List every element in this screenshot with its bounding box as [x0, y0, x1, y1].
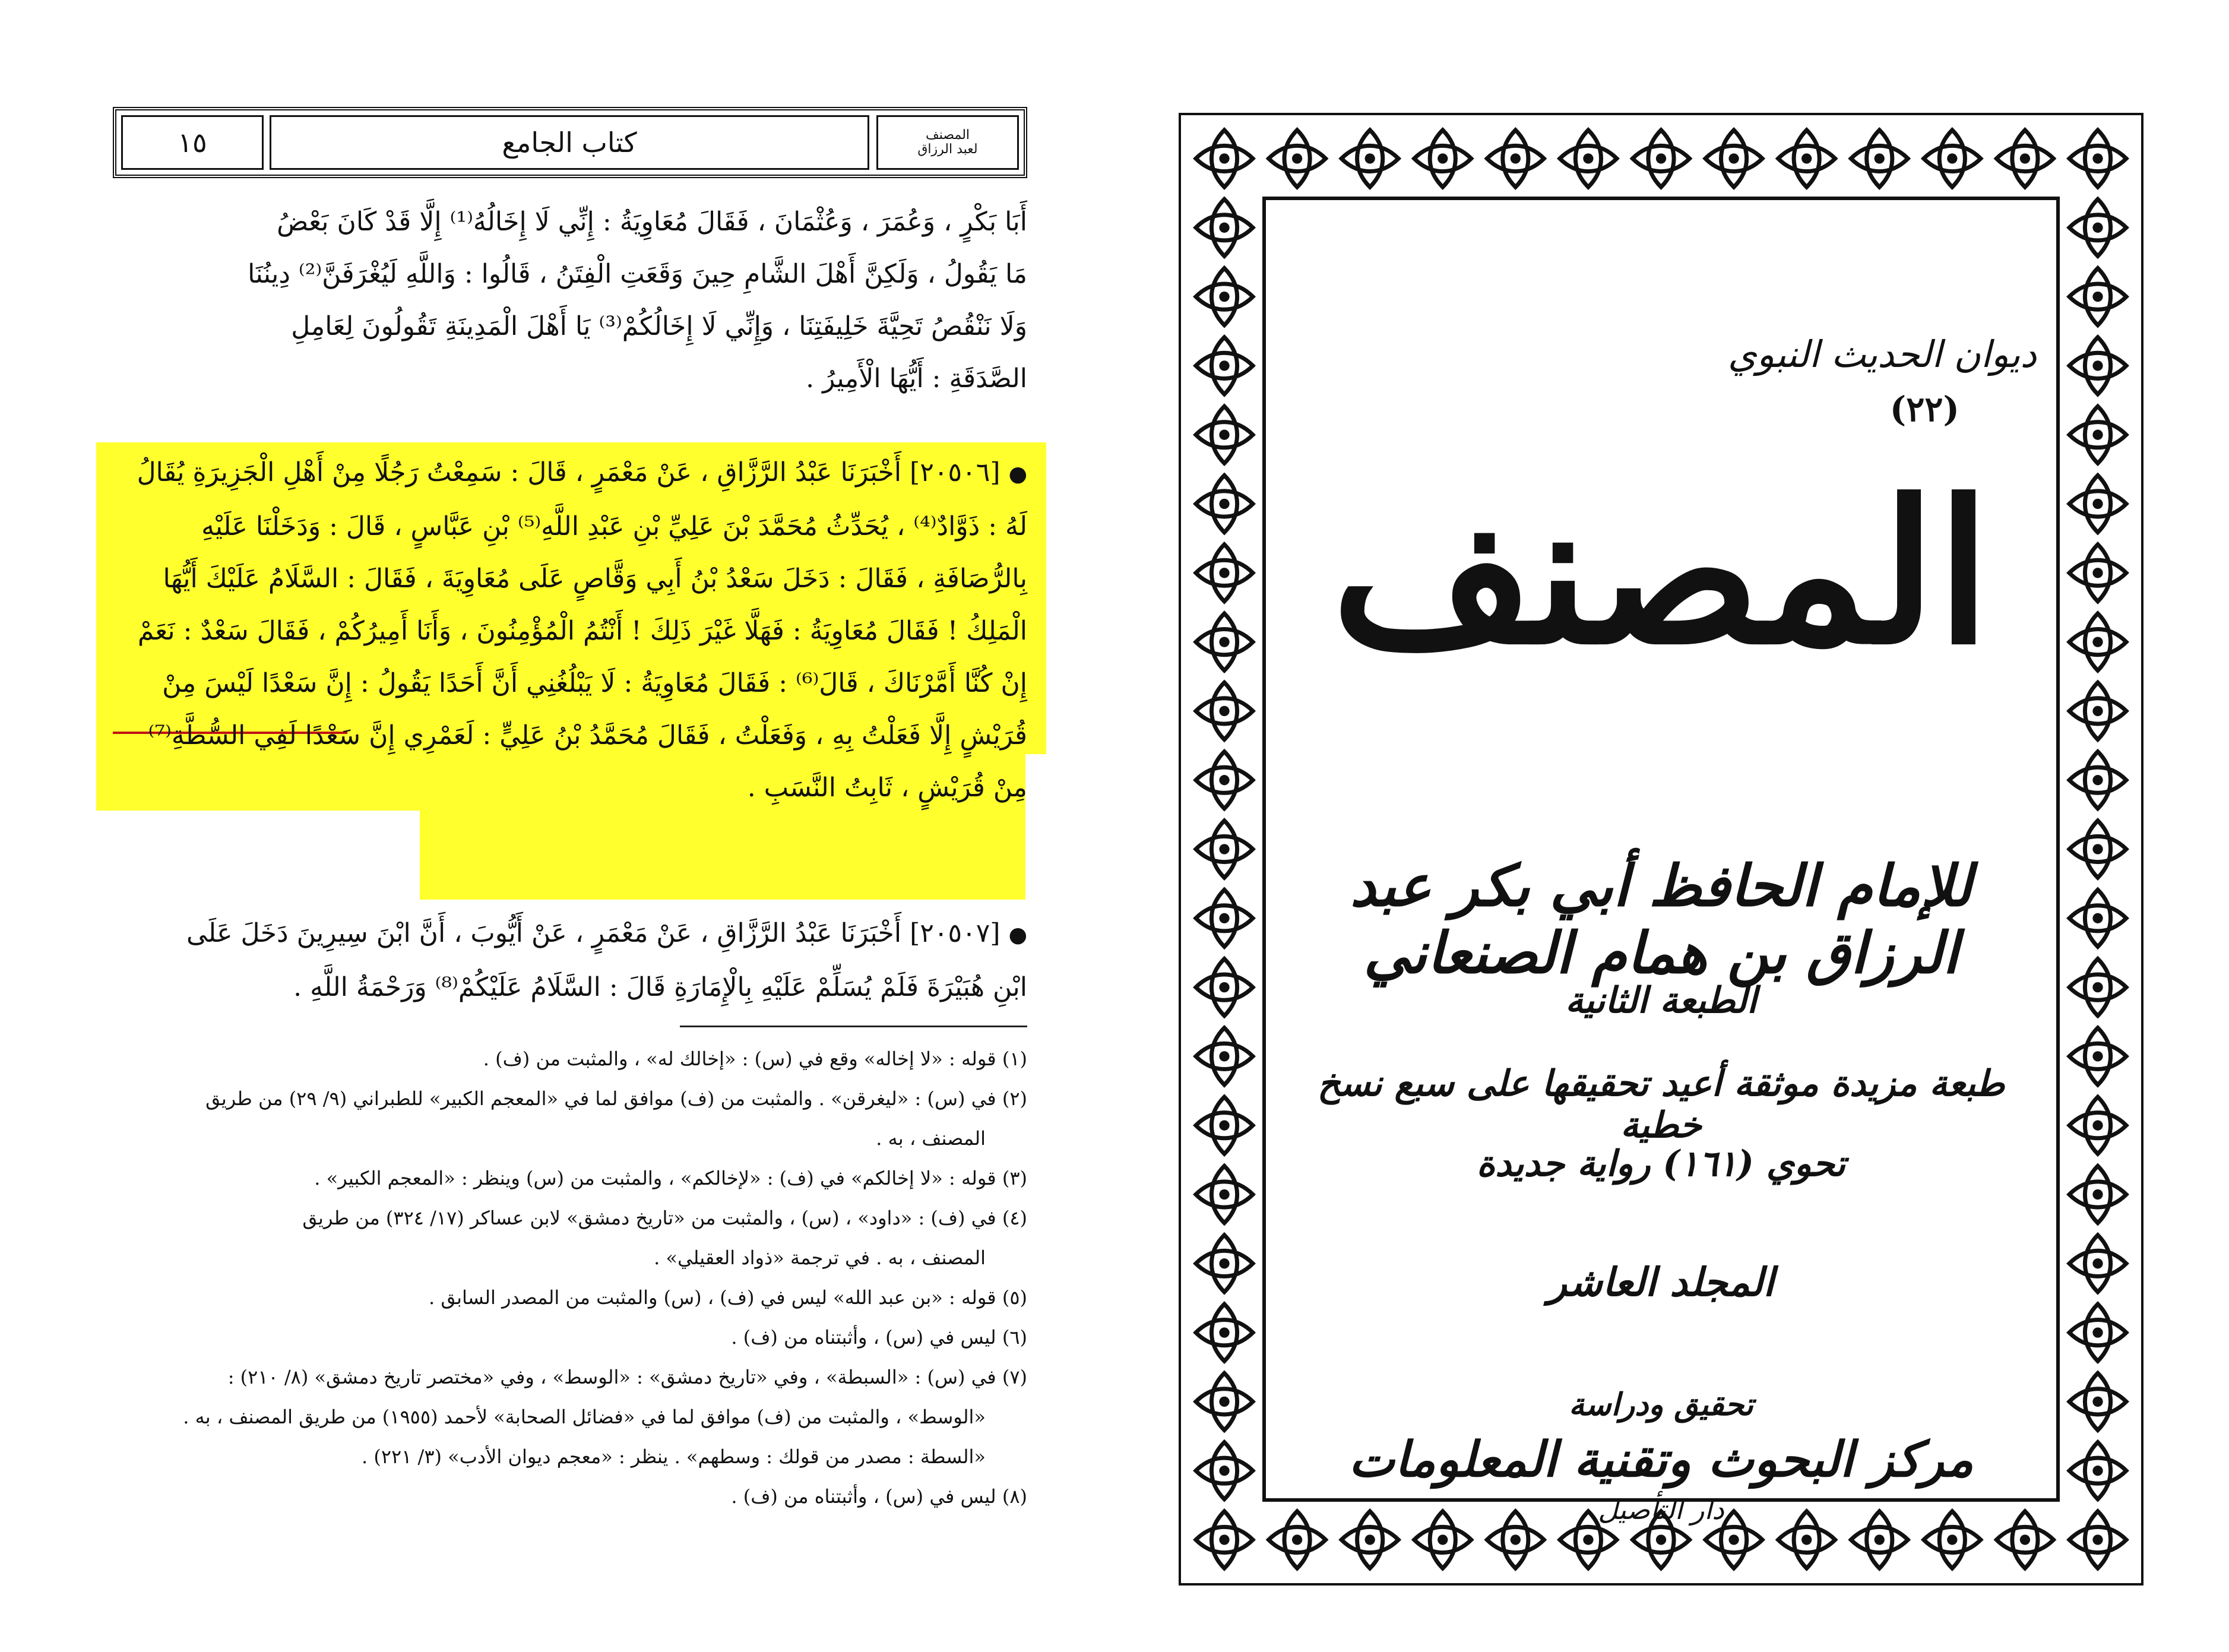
book-title-header [270, 115, 869, 170]
border-motif [1196, 959, 1253, 1016]
book-title-text: كتاب الجامع [502, 126, 637, 159]
border-motif [2069, 1097, 2126, 1154]
footnote: «الوسط» ، والمثبت من (ف) موافق لما في «فضائل الصحابة» لأحمد (١٩٥٥) من طريق المصنف ، به . [183, 1406, 986, 1428]
text-line: إِنْ كُنَّا أَمَّرْنَاكَ ، قَالَ⁽⁶⁾ : فَقَالَ مُعَاوِيَةُ : لَا يَبْلُغُنِي أَنَّ أَحَدًا يَقُولُ : إِنَّ سَعْدًا لَيْسَ مِنْ [162, 668, 1027, 698]
publisher: دار التأصيل [1598, 1493, 1724, 1526]
text-line: الْمَلِكُ ! فَقَالَ مُعَاوِيَةُ : فَهَلَّا غَيْرَ ذَلِكَ ! أَنْتُمُ الْمُؤْمِنُونَ ، وَأَنَا أَمِيرُكُمْ ، فَقَالَ سَعْدٌ : نَعَمْ [137, 616, 1027, 646]
border-motif [2069, 890, 2126, 947]
book-seal [876, 115, 1019, 170]
tahqiq-label: تحقيق ودراسة [1569, 1387, 1753, 1423]
footnote: (٨) ليس في (س) ، وأثبتناه من (ف) . [731, 1485, 1027, 1508]
border-motif [2069, 1373, 2126, 1430]
page-number [121, 115, 264, 170]
border-motif [1196, 682, 1253, 739]
border-motif [1196, 337, 1253, 394]
border-motif [2069, 1028, 2126, 1085]
border-motif [1196, 1511, 1253, 1568]
book-title: المصنف [1331, 457, 1991, 688]
border-motif [1196, 1373, 1253, 1430]
footnote: (٢) في (س) : «ليغرقن» . والمثبت من (ف) موافق لما في «المعجم الكبير» للطبراني (٩/ ٢٩) من طريق [205, 1087, 1027, 1110]
border-motif [1487, 130, 1544, 187]
border-motif [2069, 821, 2126, 878]
border-motif [2069, 1442, 2126, 1499]
footnote: (٧) في (س) : «السبطة» ، وفي «تاريخ دمشق» : «الوسط» ، وفي «مختصر تاريخ دمشق» (٨/ ٢١٠) : [227, 1366, 1027, 1388]
border-motif [1196, 1304, 1253, 1361]
hadith-20507 [113, 907, 1027, 1014]
border-motif [2069, 1511, 2126, 1568]
page-number-text: ١٥ [178, 126, 207, 159]
border-motif [2069, 337, 2126, 394]
footnote-separator [680, 1026, 1027, 1027]
border-motif [2069, 199, 2126, 256]
border-motif [2069, 682, 2126, 739]
border-motif [1196, 1235, 1253, 1292]
border-motif [1196, 821, 1253, 878]
border-motif [1196, 406, 1253, 463]
border-motif [2069, 406, 2126, 463]
border-motif [1196, 476, 1253, 533]
edition-description: طبعة مزيدة موثقة أعيد تحقيقها على سبع نسخ خطية [1317, 1063, 2005, 1146]
border-motif [2069, 130, 2126, 187]
seal-line-1: المصنف [925, 128, 970, 143]
seal-line-2: لعبد الرزاق [917, 142, 978, 157]
border-motif [1196, 1442, 1253, 1499]
border-motif [1196, 268, 1253, 325]
footnote: «السطة : مصدر من قولك : وسطهم» . ينظر : «معجم ديوان الأدب» (٣/ ٢٢١) . [361, 1445, 986, 1468]
research-center: مركز البحوث وتقنية المعلومات [1348, 1431, 1974, 1488]
text-line: مَا يَقُولُ ، وَلَكِنَّ أَهْلَ الشَّامِ حِينَ وَقَعَتِ الْفِتَنُ ، قَالُوا : وَاللَّهِ لَيُغْرَفَنَّ⁽²⁾ دِينُنَا [248, 259, 1027, 289]
text-line: بِالرُّصَافَةِ ، فَقَالَ : دَخَلَ سَعْدُ بْنُ أَبِي وَقَّاصٍ عَلَى مُعَاوِيَةَ ، فَقَالَ : السَّلَامُ عَلَيْكَ أَيُّهَا [163, 564, 1027, 594]
left-page [89, 89, 1051, 1609]
title-panel [1274, 208, 2048, 1526]
footnotes [113, 1039, 1027, 1517]
footnote: (٦) ليس في (س) ، وأثبتناه من (ف) . [731, 1326, 1027, 1349]
border-motif [2069, 1304, 2126, 1361]
border-motif [2069, 476, 2126, 533]
border-motif [1196, 130, 1253, 187]
border-motif [1851, 130, 1908, 187]
series-title: ديوان الحديث النبوي [1728, 333, 2037, 376]
border-motif [1196, 890, 1253, 947]
border-motif [1560, 130, 1617, 187]
footnote: المصنف ، به . [876, 1127, 986, 1150]
text-line: الصَّدَقَةِ : أَيُّهَا الْأَمِيرُ . [806, 363, 1027, 394]
border-motif [1414, 130, 1471, 187]
border-motif [1196, 1097, 1253, 1154]
border-motif [1705, 130, 1762, 187]
text-line: لَهُ : ذَوَّادٌ⁽⁴⁾ ، يُحَدِّثُ مُحَمَّدَ بْنَ عَلِيِّ بْنِ عَبْدِ اللَّهِ⁽⁵⁾ بْنِ عَبَّاسٍ ، قَالَ : وَدَخَلْنَا عَلَيْهِ [201, 511, 1027, 542]
border-motif [1196, 1166, 1253, 1223]
footnote: (٥) قوله : «بن عبد الله» ليس في (ف) ، (س) والمثبت من المصدر السابق . [429, 1286, 1027, 1309]
border-motif [2069, 613, 2126, 670]
text-line: مِنْ قُرَيْشٍ ، ثَابِتُ النَّسَبِ . [747, 773, 1027, 803]
text-line: قُرَيْشٍ إِلَّا فَعَلْتُ بِهِ ، وَفَعَلْتُ ، فَقَالَ مُحَمَّدُ بْنُ عَلِيٍّ : لَعَمْرِي إِنَّ سَعْدًا لَفِي السُّطَّةِ⁽⁷⁾ [148, 720, 1027, 751]
paragraph-continuation [113, 196, 1027, 405]
hadith-bullet: ● [1008, 462, 1027, 486]
right-page-title [1179, 113, 2143, 1585]
border-motif [2069, 1235, 2126, 1292]
border-motif [2069, 752, 2126, 809]
border-motif [2069, 268, 2126, 325]
volume-label: المجلد العاشر [1548, 1259, 1774, 1305]
footnote: (٤) في (ف) : «داود» ، (س) ، والمثبت من «تاريخ دمشق» لابن عساكر (١٧/ ٣٢٤) من طريق [302, 1207, 1027, 1229]
footnote: المصنف ، به . في ترجمة «ذواد العقيلي» . [654, 1246, 986, 1269]
border-motif [1196, 752, 1253, 809]
narration-count: تحوي (١٦١) رواية جديدة [1476, 1143, 1846, 1185]
border-motif [1196, 613, 1253, 670]
border-motif [2069, 959, 2126, 1016]
border-motif [1996, 130, 2053, 187]
text-line: أَبَا بَكْرٍ ، وَعُمَرَ ، وَعُثْمَانَ ، فَقَالَ مُعَاوِيَةُ : إِنِّي لَا إِخَالُهُ⁽¹⁾ إِلَّا قَدْ كَانَ بَعْضُ [277, 207, 1027, 237]
running-header [113, 107, 1027, 178]
text-line: وَلَا نَنْقُصُ تَحِيَّةَ خَلِيفَتِنَا ، وَإِنِّي لَا إِخَالُكُمْ⁽³⁾ يَا أَهْلَ الْمَدِينَةِ تَقُولُونَ لِعَامِلِ [291, 311, 1027, 341]
edition-line: الطبعة الثانية [1565, 980, 1757, 1021]
border-motif [1778, 130, 1835, 187]
border-motif [1269, 130, 1326, 187]
border-motif [1196, 545, 1253, 602]
border-motif [1924, 130, 1981, 187]
footnote: (٣) قوله : «لا إخالكم» في (ف) : «لإخالكم» ، والمثبت من (س) وينظر : «المعجم الكبير» . [314, 1167, 1027, 1189]
hadith-bullet: ● [1008, 923, 1027, 947]
border-motif [2069, 1166, 2126, 1223]
border-motif [1196, 1028, 1253, 1085]
text-line: ● [٢٠٥٠٦] أَخْبَرَنَا عَبْدُ الرَّزَّاقِ ، عَنْ مَعْمَرٍ ، قَالَ : سَمِعْتُ رَجُلًا مِنْ أَهْلِ الْجَزِيرَةِ يُقَالُ [137, 457, 1027, 488]
border-motif [1633, 130, 1690, 187]
border-motif [2069, 545, 2126, 602]
series-number: (٢٢) [1889, 389, 1959, 429]
border-motif [1196, 199, 1253, 256]
author-line: للإمام الحافظ أبي بكر عبد الرزاق بن همام الصنعاني [1350, 852, 1972, 986]
hadith-20506 [113, 447, 1027, 814]
footnote: (١) قوله : «لا إخاله» وقع في (س) : «إخالك له» ، والمثبت من (ف) . [483, 1047, 1027, 1070]
text-line: ● [٢٠٥٠٧] أَخْبَرَنَا عَبْدُ الرَّزَّاقِ ، عَنْ مَعْمَرٍ ، عَنْ أَيُّوبَ ، أَنَّ ابْنَ سِيرِينَ دَخَلَ عَلَى [186, 918, 1027, 948]
border-motif [1341, 130, 1398, 187]
text-line: ابْنِ هُبَيْرَةَ فَلَمْ يُسَلِّمْ عَلَيْهِ بِالْإِمَارَةِ قَالَ : السَّلَامُ عَلَيْكُمْ⁽⁸⁾ وَرَحْمَةُ اللَّهِ . [293, 972, 1027, 1002]
